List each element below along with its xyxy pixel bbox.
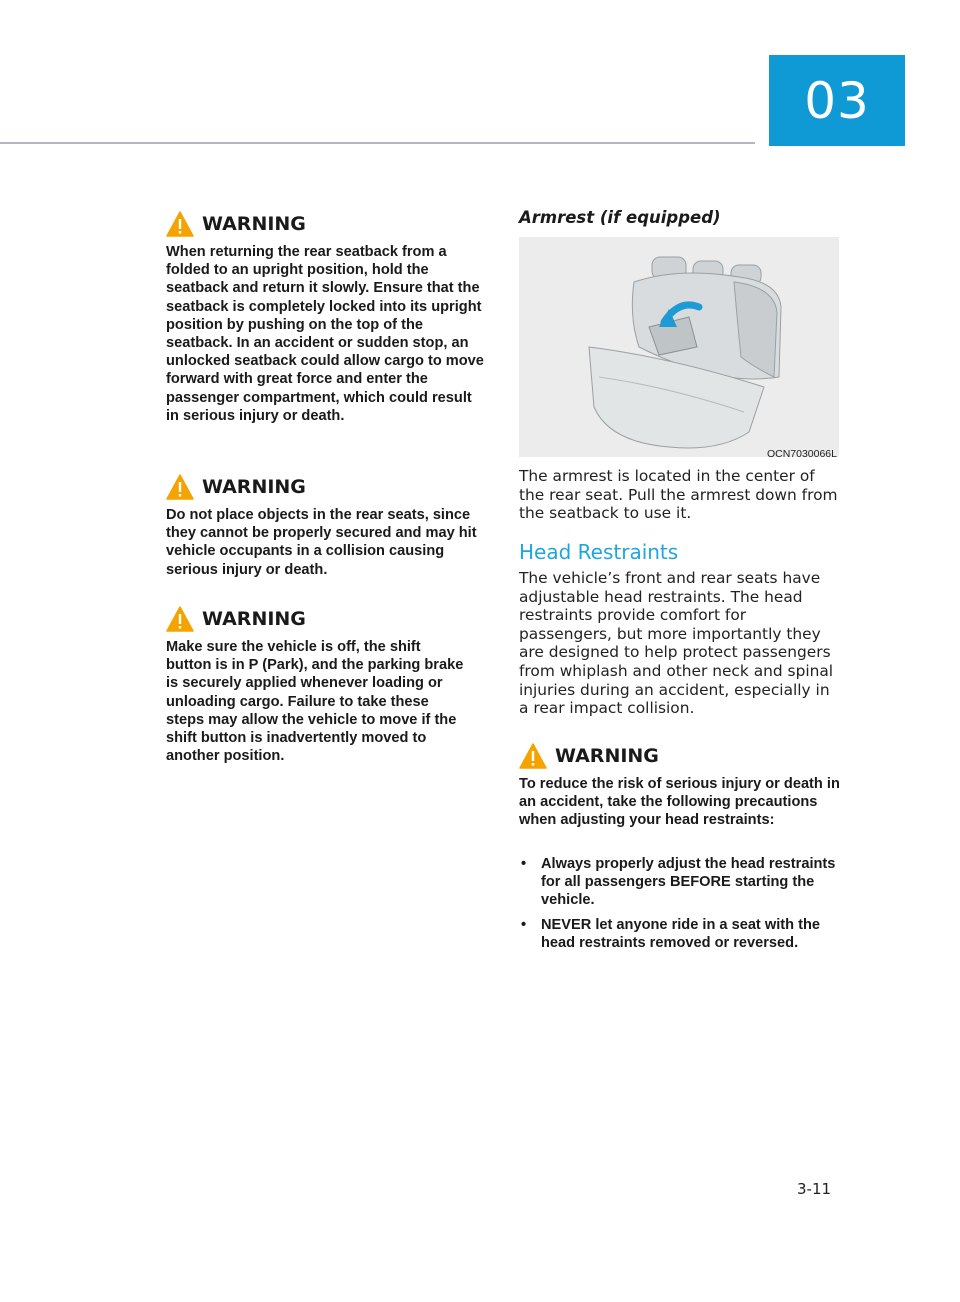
warning-2-heading [166, 474, 306, 500]
figure-code: OCN7030066L [766, 448, 837, 460]
page-number: 3-11 [797, 1180, 832, 1198]
warning-2-text: Do not place objects in the rear seats, since they cannot be properly secured and may hit vehicle occupants in a collision causing serious injury or death. [166, 507, 477, 578]
warning-4-text: To reduce the risk of serious injury or death in an accident, take the following precautions when adjusting your head restraints: [519, 776, 840, 829]
armrest-figure [519, 237, 839, 457]
armrest-title: Armrest (if equipped) [519, 208, 721, 227]
warning-triangle-icon [519, 743, 547, 769]
warning-4-bullets [519, 855, 841, 958]
warning-triangle-icon [166, 211, 194, 237]
head-restraints-text: The vehicle’s front and rear seats have adjustable head restraints. The head restraints provide comfort for passengers, but more importantly they are designed to help protect passengers from whiplash and other neck and spinal injuries during an accident, especially in a rear impact collision. [519, 569, 834, 718]
warning-1-heading [166, 211, 306, 237]
head-restraints-title: Head Restraints [519, 540, 679, 564]
chapter-number: 03 [804, 71, 870, 130]
warning-2-title: WARNING [202, 476, 306, 498]
warning-triangle-icon [166, 474, 194, 500]
warning-3-heading [166, 606, 306, 632]
warning-3-title: WARNING [202, 608, 306, 630]
header-rule [0, 142, 755, 144]
warning-4-title: WARNING [555, 745, 659, 767]
chapter-tab [769, 55, 905, 146]
warning-3-text: Make sure the vehicle is off, the shift button is in P (Park), and the parking brake is securely applied whenever loading or unloading cargo. Failure to take these steps may allow the vehicle to move if the shift button is inadvertently moved to another position. [166, 639, 464, 765]
list-item: • NEVER let anyone ride in a seat with the head restraints removed or reversed. [519, 916, 841, 952]
warning-1-text: When returning the rear seatback from a folded to an upright position, hold the seatback and return it slowly. Ensure that the seatback is completely locked into its upright position by pushing on the top of the seatback. In an accident or sudden stop, an unlocked seatback could allow cargo to move forward with great force and enter the passenger compartment, which could result in serious injury or death. [166, 244, 484, 424]
warning-1-title: WARNING [202, 213, 306, 235]
list-item: • Always properly adjust the head restraints for all passengers BEFORE starting the vehicle. [519, 855, 841, 910]
rear-seat-illustration [519, 237, 839, 457]
armrest-text: The armrest is located in the center of the rear seat. Pull the armrest down from the seatback to use it. [519, 467, 838, 523]
warning-triangle-icon [166, 606, 194, 632]
warning-4-heading [519, 743, 659, 769]
